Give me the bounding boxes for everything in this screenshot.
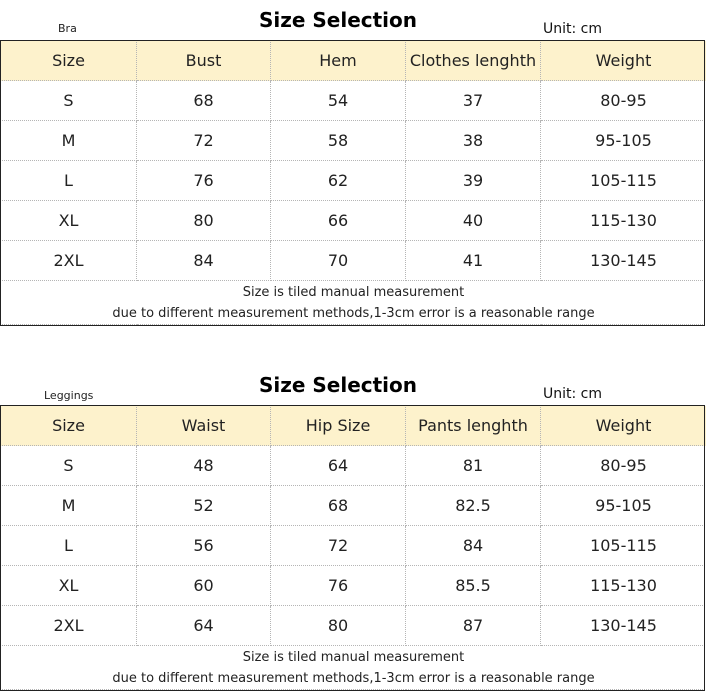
table-row xyxy=(1,526,706,566)
note-line-2: due to different measurement methods,1-3cm error is a reasonable range xyxy=(112,305,595,321)
table-cell: 80 xyxy=(137,201,271,241)
table-cell: 62 xyxy=(271,161,406,201)
column-header: Pants lenghth xyxy=(406,406,541,446)
table-row xyxy=(1,606,706,646)
table-cell: 130-145 xyxy=(541,606,706,646)
table-cell: 48 xyxy=(137,446,271,486)
table-cell: 68 xyxy=(137,81,271,121)
table-cell: 54 xyxy=(271,81,406,121)
section-label: Bra xyxy=(58,22,77,35)
table-cell: 115-130 xyxy=(541,566,706,606)
column-header: Weight xyxy=(541,406,706,446)
table-cell: S xyxy=(1,81,137,121)
section-title: Size Selection xyxy=(258,373,418,397)
table-cell: 66 xyxy=(271,201,406,241)
note-line-2: due to different measurement methods,1-3cm error is a reasonable range xyxy=(112,670,595,686)
table-cell: 80-95 xyxy=(541,446,706,486)
table-cell: 76 xyxy=(271,566,406,606)
table-cell: XL xyxy=(1,566,137,606)
leggings-section xyxy=(0,365,706,694)
table-cell: 70 xyxy=(271,241,406,281)
table-cell: 40 xyxy=(406,201,541,241)
table-cell: 60 xyxy=(137,566,271,606)
size-table xyxy=(0,405,706,690)
table-row xyxy=(1,121,706,161)
table-cell: 72 xyxy=(271,526,406,566)
section-label: Leggings xyxy=(44,389,94,402)
column-header: Size xyxy=(1,406,137,446)
unit-label: Unit: cm xyxy=(543,386,603,402)
table-cell: 80 xyxy=(271,606,406,646)
column-header: Waist xyxy=(137,406,271,446)
note-row xyxy=(1,646,706,690)
table-cell: 2XL xyxy=(1,241,137,281)
table-cell: L xyxy=(1,526,137,566)
table-cell: 58 xyxy=(271,121,406,161)
table-cell: M xyxy=(1,486,137,526)
column-header: Weight xyxy=(541,41,706,81)
table-cell: 105-115 xyxy=(541,526,706,566)
table-cell: 80-95 xyxy=(541,81,706,121)
table-cell: 38 xyxy=(406,121,541,161)
table-cell: 84 xyxy=(406,526,541,566)
table-cell: 82.5 xyxy=(406,486,541,526)
table-cell: 95-105 xyxy=(541,486,706,526)
note-row xyxy=(1,281,706,325)
table-cell: 52 xyxy=(137,486,271,526)
table-row xyxy=(1,161,706,201)
table-cell: 81 xyxy=(406,446,541,486)
table-cell: 85.5 xyxy=(406,566,541,606)
table-cell: 84 xyxy=(137,241,271,281)
table-cell: L xyxy=(1,161,137,201)
table-cell: 64 xyxy=(137,606,271,646)
table-cell: 95-105 xyxy=(541,121,706,161)
table-row xyxy=(1,566,706,606)
table-row xyxy=(1,201,706,241)
table-cell: 72 xyxy=(137,121,271,161)
column-header: Hem xyxy=(271,41,406,81)
table-header-row xyxy=(1,406,706,446)
column-header: Size xyxy=(1,41,137,81)
column-header: Hip Size xyxy=(271,406,406,446)
table-row xyxy=(1,446,706,486)
bra-section xyxy=(0,0,706,330)
section-title: Size Selection xyxy=(258,8,418,32)
unit-label: Unit: cm xyxy=(543,21,603,37)
table-cell: 76 xyxy=(137,161,271,201)
table-header-row xyxy=(1,41,706,81)
note-line-1: Size is tiled manual measurement xyxy=(242,649,465,665)
measurement-note xyxy=(1,281,706,325)
table-cell: 2XL xyxy=(1,606,137,646)
table-row xyxy=(1,241,706,281)
table-cell: 87 xyxy=(406,606,541,646)
table-cell: M xyxy=(1,121,137,161)
measurement-note xyxy=(1,646,706,690)
note-line-1: Size is tiled manual measurement xyxy=(242,284,465,300)
table-row xyxy=(1,81,706,121)
table-row xyxy=(1,486,706,526)
table-cell: 37 xyxy=(406,81,541,121)
table-cell: 105-115 xyxy=(541,161,706,201)
table-cell: XL xyxy=(1,201,137,241)
table-cell: 56 xyxy=(137,526,271,566)
table-cell: 64 xyxy=(271,446,406,486)
column-header: Clothes lenghth xyxy=(406,41,541,81)
table-cell: 130-145 xyxy=(541,241,706,281)
table-cell: 41 xyxy=(406,241,541,281)
table-cell: S xyxy=(1,446,137,486)
table-cell: 115-130 xyxy=(541,201,706,241)
column-header: Bust xyxy=(137,41,271,81)
size-table xyxy=(0,40,706,325)
table-cell: 68 xyxy=(271,486,406,526)
table-cell: 39 xyxy=(406,161,541,201)
